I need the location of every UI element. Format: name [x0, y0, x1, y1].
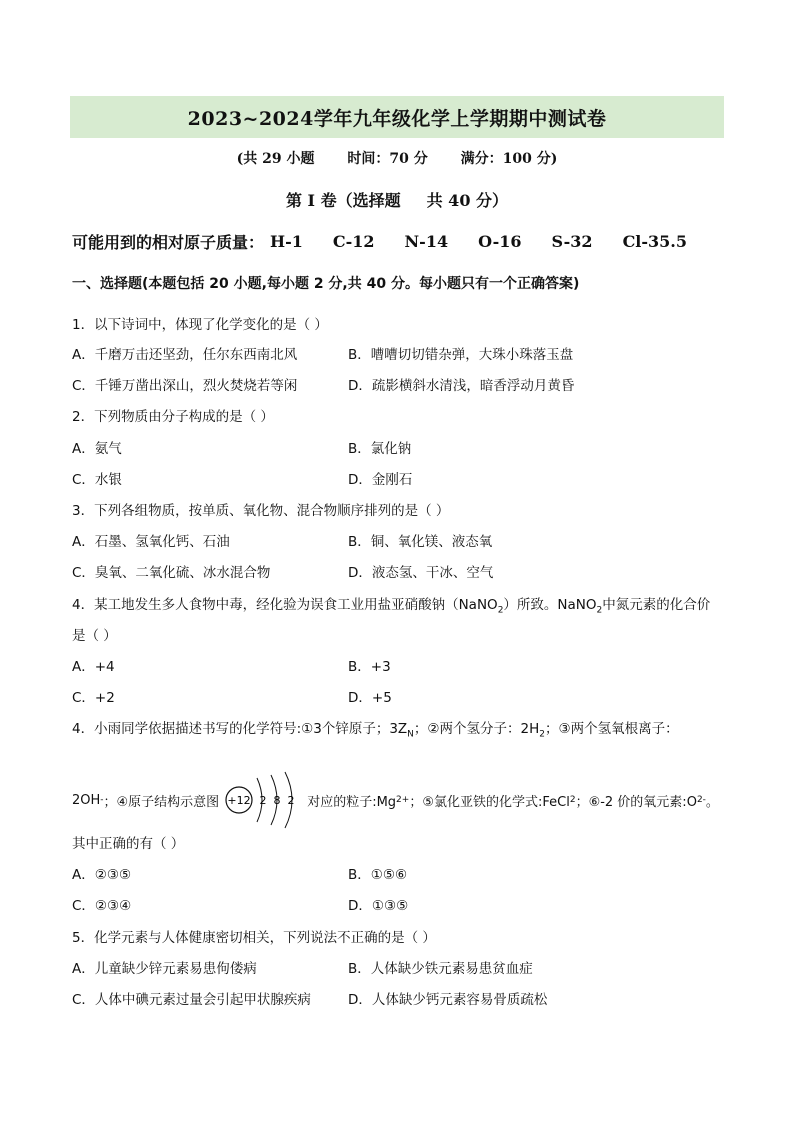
- nucleus-charge: +12: [227, 794, 251, 807]
- exam-info: [0, 148, 794, 168]
- option-c: C．+2: [72, 690, 115, 706]
- option-a: A．儿童缺少锌元素易患佝偻病: [72, 961, 257, 977]
- option-b: B．+3: [348, 659, 391, 675]
- question-count: (共 29 小题: [236, 151, 315, 167]
- question-2-stem: 2．下列物质由分子构成的是（ ）: [72, 409, 274, 425]
- atomic-mass-h: H-1: [270, 232, 303, 251]
- page-title: 2023~2024学年九年级化学上学期期中测试卷: [187, 107, 607, 130]
- volume-heading-b: 共 40 分）: [426, 191, 509, 210]
- volume-heading-a: 第 I 卷（选择题: [285, 191, 401, 210]
- volume-heading: [0, 188, 794, 211]
- option-c: C．人体中碘元素过量会引起甲状腺疾病: [72, 992, 311, 1008]
- atomic-mass-o: O-16: [478, 232, 522, 251]
- option-c: C．臭氧、二氧化硫、冰水混合物: [72, 565, 271, 581]
- time-limit: 时间：70 分: [347, 151, 428, 167]
- question-4b-stem: 4．小雨同学依据描述书写的化学符号:①3个锌原子；$3Z_N$；②两个氢分子：$2H_2$；③两个氢氧根离子：: [72, 721, 679, 740]
- atomic-masses: [72, 230, 687, 253]
- question-5-stem: 5．化学元素与人体健康密切相关，下列说法不正确的是（ ）: [72, 930, 436, 946]
- atomic-mass-s: S-32: [551, 232, 593, 251]
- option-b: B．铜、氧化镁、液态氧: [348, 534, 493, 550]
- option-d: D．金刚石: [348, 472, 413, 488]
- option-b: B．嘈嘈切切错杂弹，大珠小珠落玉盘: [348, 347, 574, 363]
- atomic-mass-cl: Cl-35.5: [622, 232, 687, 251]
- question-1-stem: 1．以下诗词中，体现了化学变化的是（ ）: [72, 317, 328, 333]
- option-b: B．①⑤⑥: [348, 867, 408, 883]
- atomic-mass-c: C-12: [332, 232, 375, 251]
- atomic-mass-n: N-14: [404, 232, 449, 251]
- atom-structure-diagram: [223, 770, 303, 830]
- question-4b-symbols: 2OH - ；④原子结构示意图 +12 2 8 2 对应的粒子:Mg 2+ ；⑤氯化亚铁的化学式:FeCl 2 ；⑥-2 价的氧元素:O 2- 。: [72, 770, 719, 830]
- option-a: A．+4: [72, 659, 115, 675]
- question-3-stem: 3．下列各组物质，按单质、氧化物、混合物顺序排列的是（ ）: [72, 503, 450, 519]
- option-a: A．石墨、氢氧化钙、石油: [72, 534, 230, 550]
- section-title: 一、选择题(本题包括 20 小题,每小题 2 分,共 40 分。每小题只有一个正确答案): [72, 276, 580, 292]
- shell-electrons-1: 2: [259, 794, 267, 807]
- option-d: D．①③⑤: [348, 898, 409, 914]
- title-banner: [70, 96, 724, 138]
- option-d: D．液态氢、干冰、空气: [348, 565, 494, 581]
- option-b: B．人体缺少铁元素易患贫血症: [348, 961, 533, 977]
- question-4b-prompt: 其中正确的有（ ）: [72, 836, 185, 852]
- option-c: C．②③④: [72, 898, 132, 914]
- question-4a-stem-cont: 是（ ）: [72, 628, 117, 644]
- full-score: 满分：100 分): [460, 151, 558, 167]
- option-c: C．千锤万凿出深山，烈火焚烧若等闲: [72, 378, 298, 394]
- option-a: A．千磨万击还坚劲，任尔东西南北风: [72, 347, 298, 363]
- option-c: C．水银: [72, 472, 122, 488]
- option-d: D．人体缺少钙元素容易骨质疏松: [348, 992, 548, 1008]
- shell-electrons-2: 8: [273, 794, 281, 807]
- option-a: A．②③⑤: [72, 867, 132, 883]
- option-a: A．氨气: [72, 441, 122, 457]
- question-4a-stem: 4．某工地发生多人食物中毒，经化验为误食工业用盐亚硝酸钠（NaNO$_2$）所致。NaNO$_2$中氮元素的化合价: [72, 597, 711, 616]
- atomic-masses-label: 可能用到的相对原子质量：: [72, 233, 265, 252]
- option-d: D．疏影横斜水清浅，暗香浮动月黄昏: [348, 378, 575, 394]
- shell-electrons-3: 2: [287, 794, 295, 807]
- option-d: D．+5: [348, 690, 392, 706]
- option-b: B．氯化钠: [348, 441, 412, 457]
